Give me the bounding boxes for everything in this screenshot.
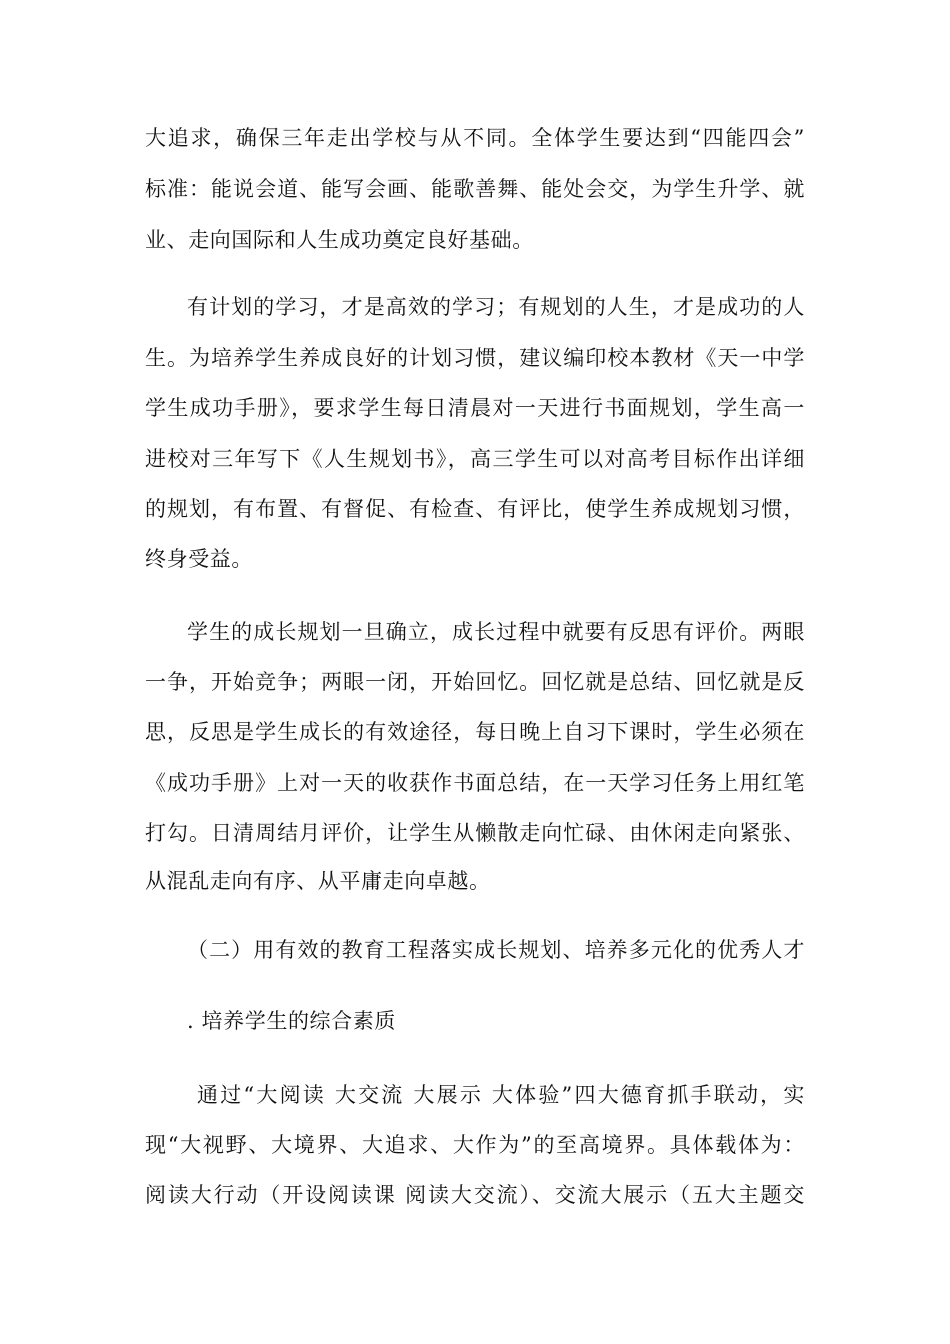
paragraph-line: 学生成功手册》，要求学生每日清晨对一天进行书面规划，学生高一 [145,396,805,420]
section-heading: （二）用有效的教育工程落实成长规划、培养多元化的优秀人才 [187,938,805,962]
paragraph-line: 现“大视野、大境界、大追求、大作为”的至高境界。具体载体为： [145,1133,805,1157]
paragraph-line: 进校对三年写下《人生规划书》，高三学生可以对高考目标作出详细 [145,447,805,471]
paragraph-line: 思，反思是学生成长的有效途径，每日晚上自习下课时，学生必须在 [145,720,805,744]
paragraph-line: 的规划，有布置、有督促、有检查、有评比，使学生养成规划习惯， [145,497,805,521]
paragraph-line: 终身受益。 [145,547,253,571]
paragraph-line: 学生的成长规划一旦确立，成长过程中就要有反思有评价。两眼 [187,620,805,644]
paragraph-line: 阅读大行动（开设阅读课 阅读大交流）、交流大展示（五大主题交 [145,1183,805,1207]
paragraph-line: 打勾。日清周结月评价，让学生从懒散走向忙碌、由休闲走向紧张、 [145,821,805,845]
paragraph-line: 从混乱走向有序、从平庸走向卓越。 [145,869,491,893]
paragraph-line: 有计划的学习，才是高效的学习；有规划的人生，才是成功的人 [187,295,805,319]
subsection-heading: . 培养学生的综合素质 [187,1009,396,1033]
paragraph-line: 生。为培养学生养成良好的计划习惯，建议编印校本教材《天一中学 [145,346,805,370]
paragraph-line: 《成功手册》上对一天的收获作书面总结，在一天学习任务上用红笔 [145,771,805,795]
paragraph-line: 一争，开始竞争；两眼一闭，开始回忆。回忆就是总结、回忆就是反 [145,670,805,694]
paragraph-line: 通过“大阅读 大交流 大展示 大体验”四大德育抓手联动，实 [197,1083,805,1107]
paragraph-line: 大追求，确保三年走出学校与从不同。全体学生要达到“四能四会” [145,126,805,150]
paragraph-line: 业、走向国际和人生成功奠定良好基础。 [145,228,534,252]
paragraph-line: 标准：能说会道、能写会画、能歌善舞、能处会交，为学生升学、就 [145,177,805,201]
